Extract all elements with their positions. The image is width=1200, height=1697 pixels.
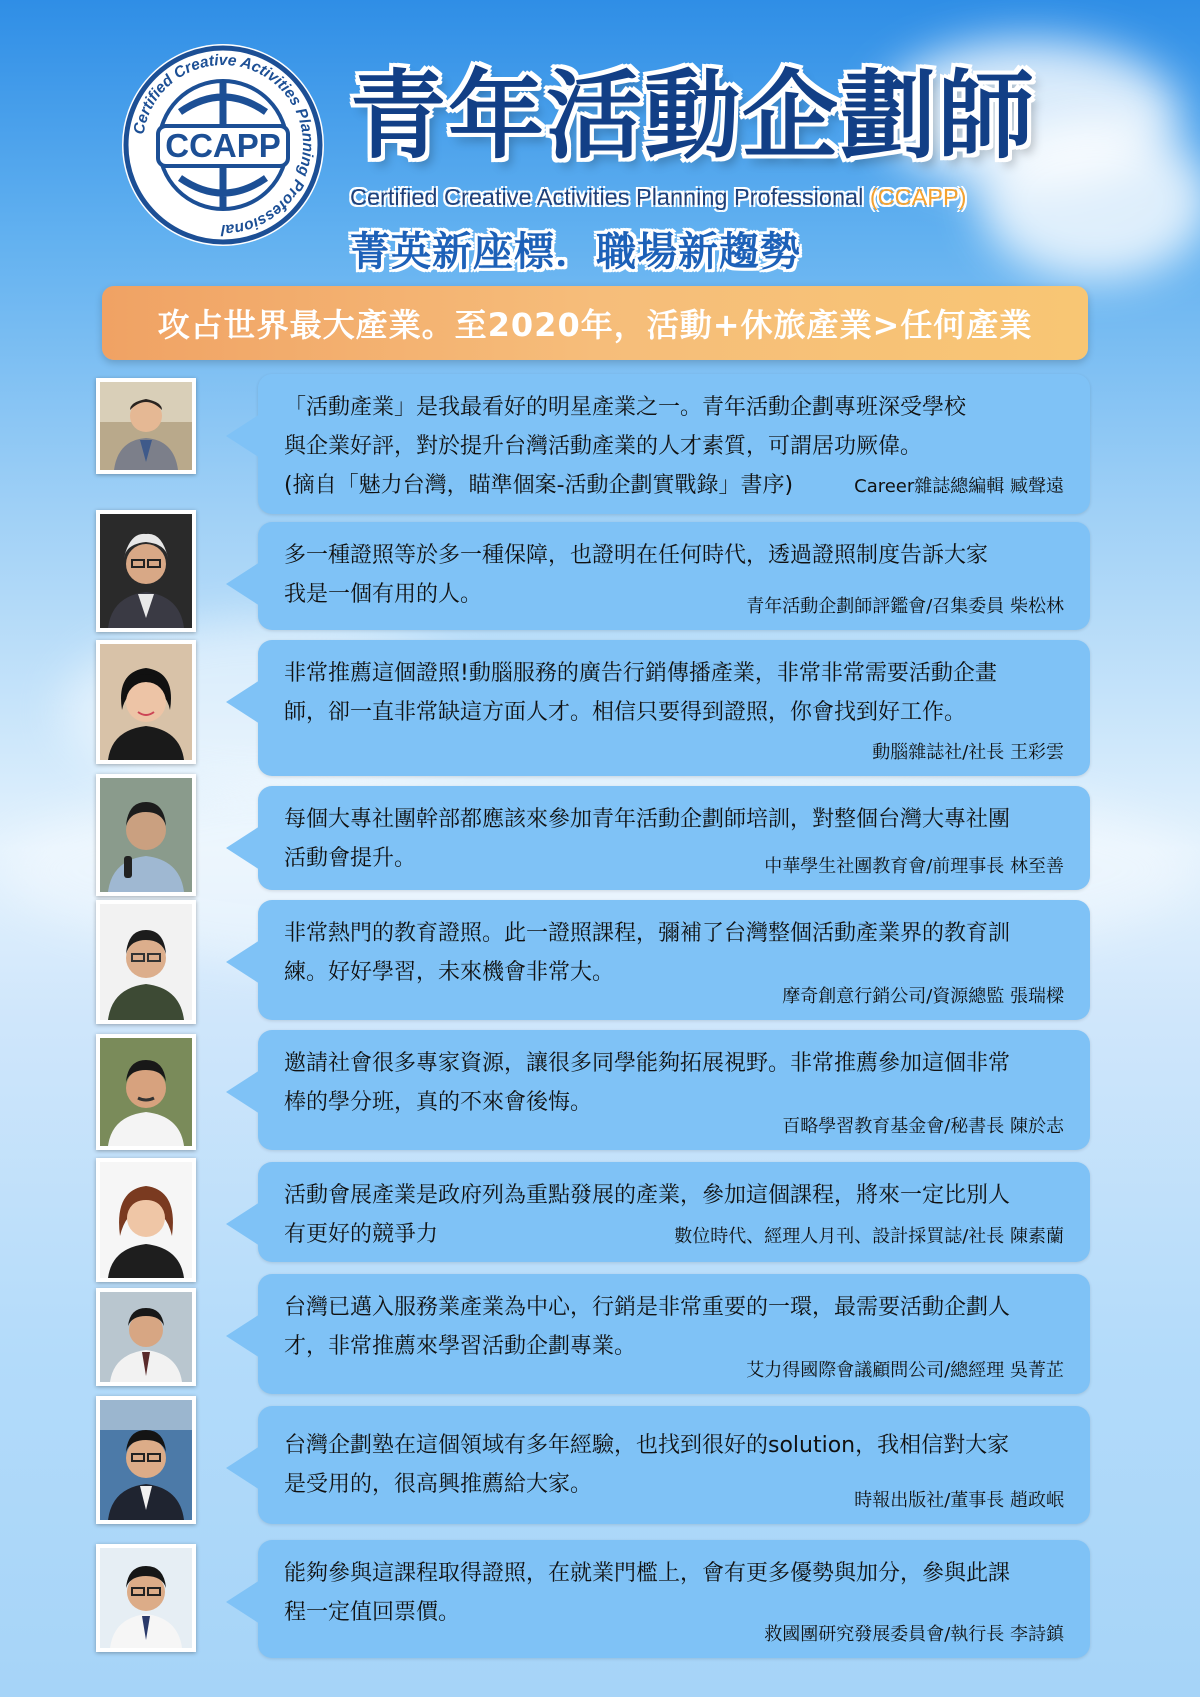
quote-line: 非常推薦這個證照!動腦服務的廣告行銷傳播產業，非常非常需要活動企畫 bbox=[284, 661, 997, 686]
testimonial-attribution: 百略學習教育基金會/秘書長 陳於志 bbox=[782, 1116, 1064, 1137]
headline-banner bbox=[102, 286, 1088, 360]
ccapp-seal-logo bbox=[120, 42, 326, 248]
portrait-photo bbox=[96, 1396, 196, 1524]
portrait-photo bbox=[96, 1158, 196, 1282]
testimonial-attribution: 救國團研究發展委員會/執行長 李詩鎮 bbox=[764, 1624, 1064, 1645]
quote-line: 「活動產業」是我最看好的明星產業之一。青年活動企劃專班深受學校 bbox=[284, 395, 967, 420]
slogan: 菁英新座標．職場新趨勢 bbox=[350, 229, 801, 275]
testimonial-item bbox=[96, 522, 1090, 630]
quote-line: 有更好的競爭力 bbox=[284, 1222, 439, 1247]
quote-line: 棒的學分班，真的不來會後悔。 bbox=[284, 1090, 593, 1115]
testimonial-attribution: Career雜誌總編輯 臧聲遠 bbox=[854, 476, 1064, 497]
testimonial-attribution: 時報出版社/董事長 趙政岷 bbox=[854, 1490, 1064, 1511]
portrait-photo bbox=[96, 1034, 196, 1150]
quote-line: 師，卻一直非常缺這方面人才。相信只要得到證照，你會找到好工作。 bbox=[284, 700, 967, 725]
quote-line: 多一種證照等於多一種保障，也證明在任何時代，透過證照制度告訴大家 bbox=[284, 543, 989, 568]
testimonial-bubble bbox=[258, 522, 1090, 630]
testimonial-quote bbox=[284, 914, 1070, 992]
quote-line: 台灣企劃塾在這個領域有多年經驗，也找到很好的solution，我相信對大家 bbox=[284, 1433, 1010, 1458]
quote-line: 非常熱門的教育證照。此一證照課程，彌補了台灣整個活動產業界的教育訓 bbox=[284, 921, 1011, 946]
testimonial-bubble bbox=[258, 1406, 1090, 1524]
portrait-photo bbox=[96, 900, 196, 1024]
portrait-photo bbox=[96, 1544, 196, 1652]
testimonial-bubble bbox=[258, 786, 1090, 890]
page-title: 青年活動企劃師 bbox=[350, 60, 1036, 172]
quote-line: 邀請社會很多專家資源，讓很多同學能夠拓展視野。非常推薦參加這個非常 bbox=[284, 1051, 1011, 1076]
quote-line: 程一定值回票價。 bbox=[284, 1600, 461, 1625]
quote-line: 能夠參與這課程取得證照，在就業門檻上，會有更多優勢與加分，參與此課 bbox=[284, 1561, 1011, 1586]
quote-line: 台灣已邁入服務業產業為中心，行銷是非常重要的一環，最需要活動企劃人 bbox=[284, 1295, 1011, 1320]
quote-line: 每個大專社團幹部都應該來參加青年活動企劃師培訓，對整個台灣大專社團 bbox=[284, 807, 1011, 832]
english-subtitle-abbr: (CCAPP) bbox=[869, 184, 967, 210]
testimonial-item bbox=[96, 374, 1090, 514]
testimonial-bubble bbox=[258, 1162, 1090, 1262]
quote-line: 與企業好評，對於提升台灣活動產業的人才素質，可謂居功厥偉。 bbox=[284, 434, 923, 459]
testimonial-item bbox=[96, 1540, 1090, 1658]
testimonial-item bbox=[96, 1406, 1090, 1524]
testimonial-attribution: 數位時代、經理人月刊、設計採買誌/社長 陳素蘭 bbox=[674, 1226, 1064, 1247]
testimonial-quote bbox=[284, 1044, 1070, 1122]
testimonial-bubble bbox=[258, 1030, 1090, 1150]
portrait-photo bbox=[96, 774, 196, 896]
logo-ring-text: Certified Creative Activities Planning Professional bbox=[130, 51, 317, 239]
portrait-photo bbox=[96, 1288, 196, 1386]
portrait-photo bbox=[96, 640, 196, 764]
quote-line: 才，非常推薦來學習活動企劃專業。 bbox=[284, 1334, 637, 1359]
testimonial-attribution: 摩奇創意行銷公司/資源總監 張瑞樑 bbox=[782, 986, 1064, 1007]
quote-line: 是受用的，很高興推薦給大家。 bbox=[284, 1472, 593, 1497]
portrait-photo bbox=[96, 510, 196, 632]
quote-line: 活動會展產業是政府列為重點發展的產業，參加這個課程，將來一定比別人 bbox=[284, 1183, 1011, 1208]
english-subtitle bbox=[350, 184, 966, 211]
quote-line: 我是一個有用的人。 bbox=[284, 582, 483, 607]
quote-line: (摘自「魅力台灣，瞄準個案-活動企劃實戰錄」書序) bbox=[284, 473, 794, 498]
testimonial-item bbox=[96, 900, 1090, 1020]
english-subtitle-text: Certified Creative Activities Planning Professional bbox=[350, 184, 864, 210]
testimonial-attribution: 艾力得國際會議顧問公司/總經理 吳菁芷 bbox=[746, 1360, 1064, 1381]
testimonial-item bbox=[96, 1162, 1090, 1262]
testimonial-bubble bbox=[258, 640, 1090, 776]
testimonial-bubble bbox=[258, 374, 1090, 514]
testimonial-bubble bbox=[258, 1274, 1090, 1394]
headline-banner-text: 攻占世界最大產業。至2020年，活動+休旅產業>任何產業 bbox=[157, 306, 1033, 344]
quote-line: 活動會提升。 bbox=[284, 846, 417, 871]
testimonial-item bbox=[96, 786, 1090, 890]
testimonial-item bbox=[96, 1030, 1090, 1150]
testimonial-attribution: 中華學生社團教育會/前理事長 林至善 bbox=[764, 856, 1064, 877]
testimonial-quote bbox=[284, 1288, 1070, 1366]
testimonial-bubble bbox=[258, 900, 1090, 1020]
testimonial-attribution: 動腦雜誌社/社長 王彩雲 bbox=[872, 742, 1064, 763]
logo-mark: CCAPP bbox=[165, 127, 281, 164]
quote-line: 練。好好學習，未來機會非常大。 bbox=[284, 960, 615, 985]
testimonial-item bbox=[96, 1274, 1090, 1394]
testimonial-item bbox=[96, 640, 1090, 776]
portrait-photo bbox=[96, 378, 196, 474]
testimonial-bubble bbox=[258, 1540, 1090, 1658]
testimonial-attribution: 青年活動企劃師評鑑會/召集委員 柴松林 bbox=[746, 596, 1064, 617]
testimonial-quote bbox=[284, 654, 1070, 732]
